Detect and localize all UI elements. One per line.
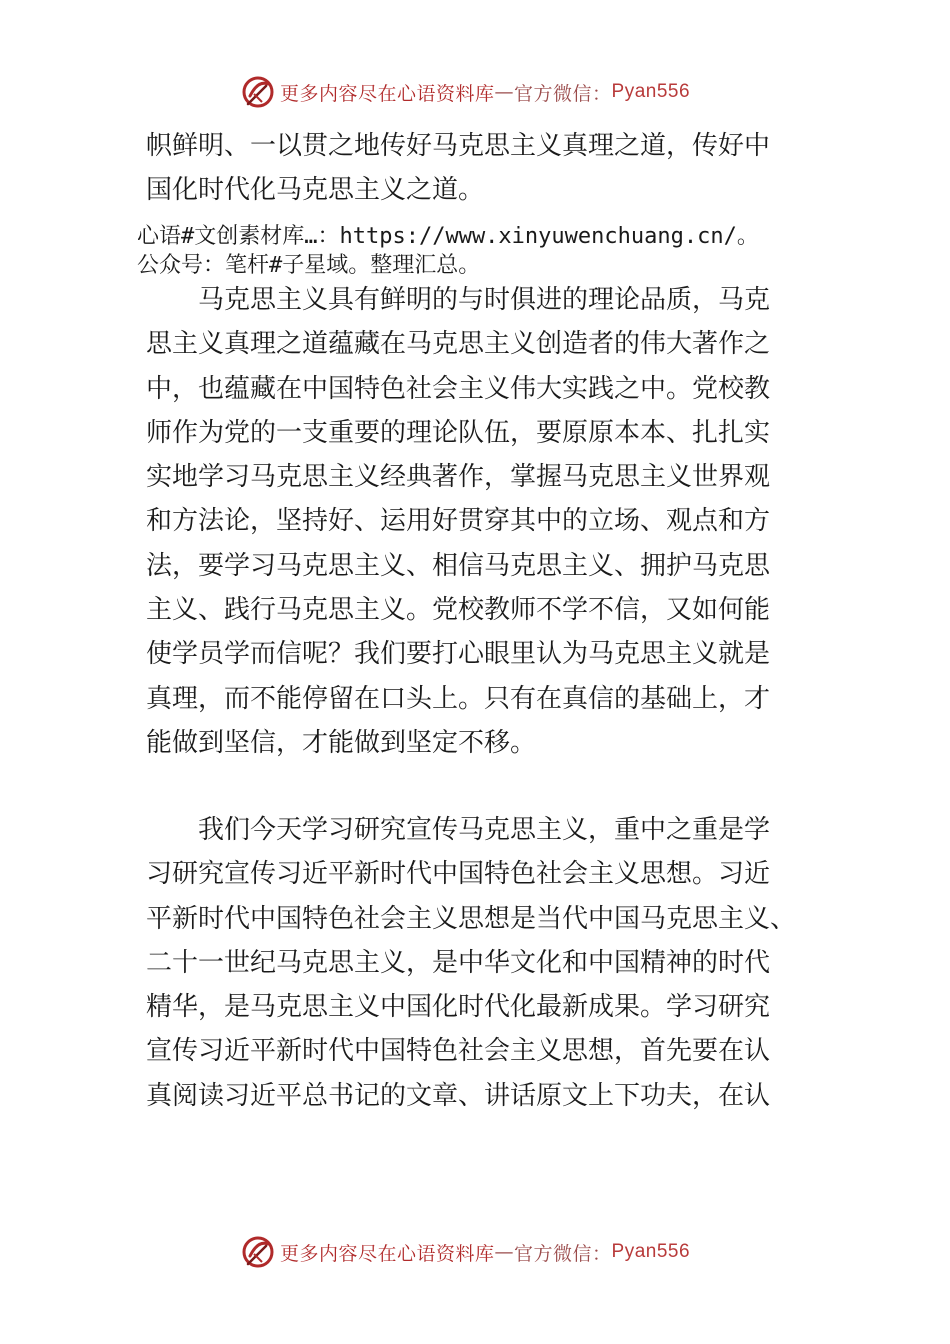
paragraph-line: 能做到坚信，才能做到坚定不移。 — [146, 727, 537, 758]
banner-dash: — — [494, 1241, 515, 1263]
paragraph-line: 真阅读习近平总书记的文章、讲话原文上下功夫，在认 — [146, 1080, 771, 1111]
paragraph-line: 二十一世纪马克思主义，是中华文化和中国精神的时代 — [146, 947, 771, 978]
paragraph-line: 我们今天学习研究宣传马克思主义，重中之重是学 — [146, 815, 771, 845]
brand-logo-icon — [240, 1234, 276, 1270]
paragraph-line: 使学员学而信呢？我们要打心眼里认为马克思主义就是 — [146, 639, 771, 670]
banner-text: 更多内容尽在心语资料库 — [280, 1242, 495, 1265]
paragraph-line: 习研究宣传习近平新时代中国特色社会主义思想。习近 — [146, 859, 771, 890]
source-credit — [137, 222, 857, 280]
paragraph-line: 帜鲜明、一以贯之地传好马克思主义真理之道，传好中 — [146, 131, 771, 161]
paragraph-line: 国化时代化马克思主义之道。 — [146, 175, 485, 206]
paragraph-line: 思主义真理之道蕴藏在马克思主义创造者的伟大著作之 — [146, 329, 771, 360]
banner-wechat-id: Pyan556 — [611, 81, 691, 102]
paragraph-line: 法，要学习马克思主义、相信马克思主义、拥护马克思 — [146, 550, 771, 581]
banner-wechat-label: 官方微信： — [514, 82, 612, 105]
paragraph-line: 师作为党的一支重要的理论队伍，要原原本本、扎扎实 — [146, 417, 771, 448]
paragraph-line: 宣传习近平新时代中国特色社会主义思想，首先要在认 — [146, 1036, 771, 1067]
paragraph-line: 主义、践行马克思主义。党校教师不学不信，又如何能 — [146, 595, 771, 626]
paragraph-2 — [146, 278, 826, 765]
credit-line-website: 心语#文创素材库…：https://www.xinyuwenchuang.cn/。 — [137, 224, 759, 249]
paragraph-line: 和方法论，坚持好、运用好贯穿其中的立场、观点和方 — [146, 506, 771, 537]
paragraph-line: 实地学习马克思主义经典著作，掌握马克思主义世界观 — [146, 462, 771, 493]
paragraph-line: 真理，而不能停留在口头上。只有在真信的基础上，才 — [146, 683, 771, 714]
paragraph-line: 平新时代中国特色社会主义思想是当代中国马克思主义、 — [146, 903, 797, 934]
footer-banner — [240, 1232, 760, 1272]
brand-logo-icon — [240, 74, 276, 110]
header-banner — [240, 72, 760, 112]
paragraph-line: 中，也蕴藏在中国特色社会主义伟大实践之中。党校教 — [146, 373, 771, 404]
paragraph-line: 马克思主义具有鲜明的与时俱进的理论品质，马克 — [146, 285, 771, 315]
paragraph-1 — [146, 124, 826, 213]
paragraph-3 — [146, 808, 826, 1118]
banner-wechat-id: Pyan556 — [611, 1241, 691, 1262]
credit-line-account: 公众号：笔杆#子星域。整理汇总。 — [137, 253, 481, 278]
banner-wechat-label: 官方微信： — [514, 1242, 612, 1265]
banner-text: 更多内容尽在心语资料库 — [280, 82, 495, 105]
banner-dash: — — [494, 81, 515, 103]
paragraph-line: 精华，是马克思主义中国化时代化最新成果。学习研究 — [146, 992, 771, 1023]
